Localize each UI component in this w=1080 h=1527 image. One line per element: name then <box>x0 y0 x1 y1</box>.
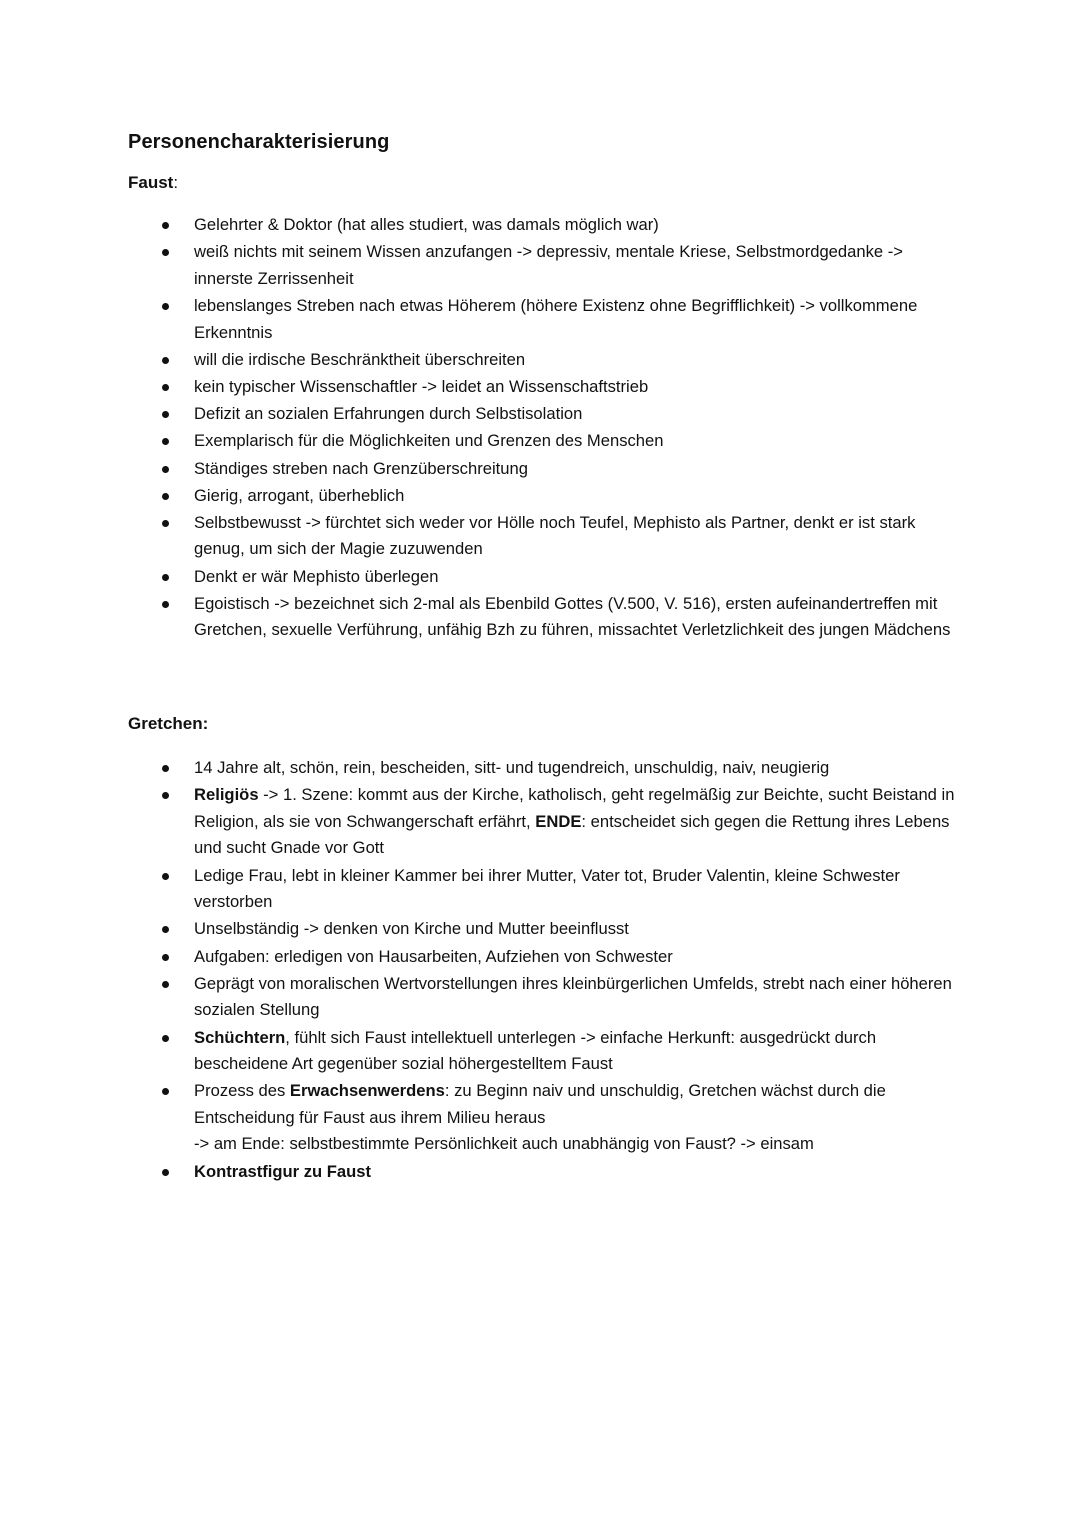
gretchen-trait-text: 14 Jahre alt, schön, rein, bescheiden, sitt- und tugendreich, unschuldig, naiv, neugierig <box>194 758 830 777</box>
faust-trait-list <box>128 212 958 645</box>
contrast-figure-label: Kontrastfigur zu Faust <box>194 1161 371 1181</box>
list-item <box>128 428 958 455</box>
faust-trait-text: Gelehrter & Doktor (hat alles studiert, was damals möglich war) <box>194 215 659 234</box>
list-item <box>128 374 958 401</box>
religious-bold-label: Religiös <box>194 785 259 805</box>
list-item <box>128 916 958 943</box>
gretchen-trait-text: -> 1. Szene: kommt aus der Kirche, katholisch, geht regelmäßig zur Beichte, sucht Beistand in Religion, als sie von Schwangerschaft erfährt, <box>194 785 955 831</box>
faust-trait-text: Defizit an sozialen Erfahrungen durch Selbstisolation <box>194 404 583 424</box>
faust-heading-text: Faust <box>128 173 174 192</box>
list-item <box>128 212 958 239</box>
list-item <box>128 591 958 644</box>
list-item <box>128 1025 958 1078</box>
list-item <box>128 971 958 1024</box>
list-item <box>128 293 958 346</box>
faust-trait-text: weiß nichts mit seinem Wissen anzufangen -> depressiv, mentale Kriese, Selbstmordgedanke -> innerste Zerrissenheit <box>194 242 903 288</box>
faust-heading-colon: : <box>173 173 179 192</box>
section-heading-faust <box>128 173 178 193</box>
list-item <box>128 863 958 916</box>
faust-trait-text: Exemplarisch für die Möglichkeiten und Grenzen des Menschen <box>194 431 664 451</box>
faust-trait-text: lebenslanges Streben nach etwas Höherem (höhere Existenz ohne Begrifflichkeit) -> vollkommene Erkenntnis <box>194 295 918 342</box>
list-item <box>128 347 958 374</box>
gretchen-trait-text: : entscheidet sich gegen die Rettung ihres Lebens und sucht Gnade vor Gott <box>194 811 950 858</box>
list-item <box>128 456 958 483</box>
list-item <box>128 1159 958 1186</box>
list-item <box>128 1078 958 1158</box>
list-item <box>128 944 958 971</box>
gretchen-trait-text: Geprägt von moralischen Wertvorstellungen ihres kleinbürgerlichen Umfelds, strebt nach einer höheren sozialen Stellung <box>194 973 952 1020</box>
list-item <box>128 564 958 591</box>
growing-up-bold-label: Erwachsenwerdens <box>289 1081 445 1101</box>
faust-trait-text: Egoistisch -> bezeichnet sich 2-mal als Ebenbild Gottes (V.500, V. 516), ersten aufeinandertreffen mit Gretchen, sexuelle Verführung, unfähig Bzh zu führen, missachtet Verletzlichkeit des jungen Mädchens <box>194 593 951 640</box>
faust-trait-text: Ständiges streben nach Grenzüberschreitung <box>194 458 528 478</box>
faust-trait-text: Denkt er wär Mephisto überlegen <box>194 566 439 586</box>
shy-bold-label: Schüchtern <box>194 1027 286 1047</box>
list-item <box>128 401 958 428</box>
page-title: Personencharakterisierung <box>128 131 390 153</box>
gretchen-trait-text: , fühlt sich Faust intellektuell unterlegen -> einfache Herkunft: ausgedrückt durch bescheidene Art gegenüber sozial höhergestelltem Faust <box>194 1027 877 1074</box>
faust-trait-text: Selbstbewusst -> fürchtet sich weder vor Hölle noch Teufel, Mephisto als Partner, denkt er ist stark genug, um sich der Magie zuzuwenden <box>194 512 916 559</box>
gretchen-trait-text: Unselbständig -> denken von Kirche und Mutter beeinflusst <box>194 919 629 939</box>
section-heading-gretchen: Gretchen: <box>128 714 209 733</box>
list-item <box>128 755 958 782</box>
list-item <box>128 510 958 563</box>
list-item <box>128 483 958 510</box>
ende-bold-label: ENDE <box>535 811 582 831</box>
list-item <box>128 239 958 292</box>
faust-trait-text: Gierig, arrogant, überheblich <box>194 485 405 505</box>
faust-trait-text: will die irdische Beschränktheit überschreiten <box>194 349 526 369</box>
gretchen-trait-text: Prozess des <box>194 1081 290 1101</box>
list-item <box>128 782 958 862</box>
gretchen-trait-text: -> am Ende: selbstbestimmte Persönlichkeit auch unabhängig von Faust? -> einsam <box>194 1134 814 1154</box>
gretchen-trait-list <box>128 755 958 1186</box>
gretchen-trait-text: Aufgaben: erledigen von Hausarbeiten, Aufziehen von Schwester <box>194 946 673 966</box>
gretchen-trait-text: : zu Beginn naiv und unschuldig, Gretchen wächst durch die Entscheidung für Faust aus ihrem Milieu heraus <box>194 1081 886 1127</box>
gretchen-trait-text: Ledige Frau, lebt in kleiner Kammer bei ihrer Mutter, Vater tot, Bruder Valentin, kleine Schwester verstorben <box>194 865 900 912</box>
faust-trait-text: kein typischer Wissenschaftler -> leidet an Wissenschaftstrieb <box>194 376 649 396</box>
